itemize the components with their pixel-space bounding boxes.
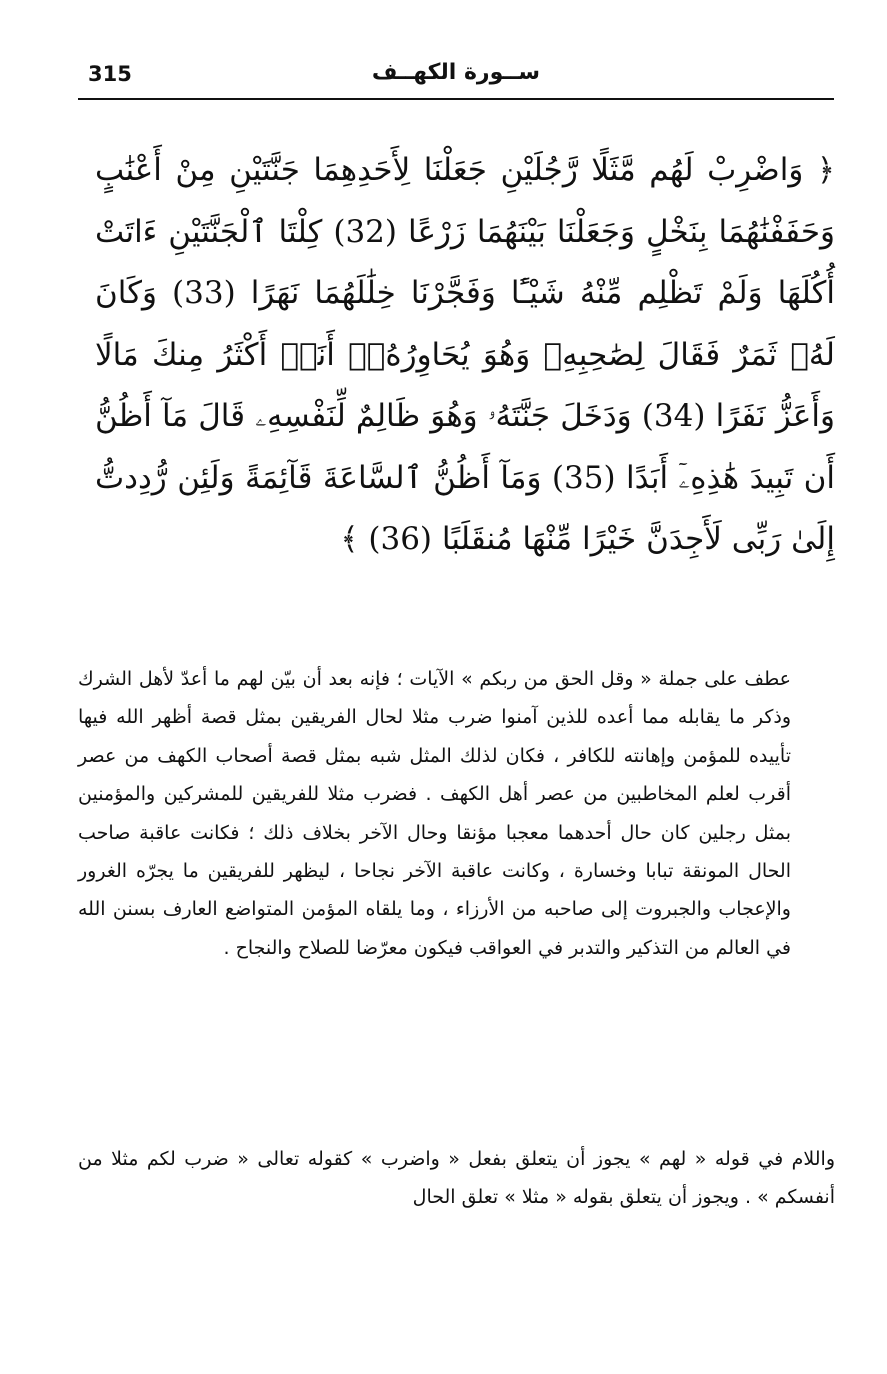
page-header bbox=[78, 58, 834, 100]
tafsir-commentary bbox=[78, 660, 835, 967]
quran-verses: ﴿ وَاضْرِبْ لَهُم مَّثَلًا رَّجُلَيْنِ جَعَلْنَا لِأَحَدِهِمَا جَنَّتَيْنِ مِنْ أَعْنَٰبٍ وَحَفَفْنَٰهُمَا بِنَخْلٍ وَجَعَلْنَا بَيْنَهُمَا زَرْعًا (32) كِلْتَا ٱلْجَنَّتَيْنِ ءَاتَتْ أُكُلَهَا وَلَمْ تَظْلِم مِّنْهُ شَيْـًٔا وَفَجَّرْنَا خِلَٰلَهُمَا نَهَرًا (33) وَكَانَ لَهُۥ ثَمَرٌ فَقَالَ لِصَٰحِبِهِۦ وَهُوَ يُحَاوِرُهُۥٓ أَنَا۠ أَكْثَرُ مِنكَ مَالًا وَأَعَزُّ نَفَرًا (34) وَدَخَلَ جَنَّتَهُۥ وَهُوَ ظَالِمٌ لِّنَفْسِهِۦ قَالَ مَآ أَظُنُّ أَن تَبِيدَ هَٰذِهِۦٓ أَبَدًا (35) وَمَآ أَظُنُّ ٱلسَّاعَةَ قَآئِمَةً وَلَئِن رُّدِدتُّ إِلَىٰ رَبِّى لَأَجِدَنَّ خَيْرًا مِّنْهَا مُنقَلَبًا (36) ﴾ bbox=[95, 152, 836, 557]
page-number: 315 bbox=[88, 62, 132, 86]
tafsir-paragraph-1: عطف على جملة « وقل الحق من ربكم » الآيات ؛ فإنه بعد أن بيّن لهم ما أعدّ لأهل الشرك وذكر ما يقابله مما أعده للذين آمنوا ضرب مثلا لحال الفريقين بمثل قصة أظهر الله فيها تأييده للمؤمن وإهانته للكافر ، فكان لذلك المثل شبه بمثل قصة أصحاب الكهف من عصر أقرب لعلم المخاطبين من عصر أهل الكهف . فضرب مثلا للفريقين للمشركين والمؤمنين بمثل رجلين كان حال أحدهما معجبا مؤنقا وحال الآخر بخلاف ذلك ؛ فكانت عاقبة صاحب الحال المونقة تبابا وخسارة ، وكانت عاقبة الآخر نجاحا ، ليظهر للفريقين ما يجرّه الغرور والإعجاب والجبروت إلى صاحبه من الأرزاء ، وما يلقاه المؤمن المتواضع العارف بسنن الله في العالم من التذكير والتدبر في العواقب فيكون معرّضا للصلاح والنجاح . bbox=[78, 668, 791, 959]
tafsir-paragraph-2: واللام في قوله « لهم » يجوز أن يتعلق بفعل « واضرب » كقوله تعالى « ضرب لكم مثلا من أنفسكم » . ويجوز أن يتعلق بقوله « مثلا » تعلق الحال bbox=[78, 1148, 835, 1208]
surah-title: ســورة الكهــف bbox=[371, 60, 541, 85]
